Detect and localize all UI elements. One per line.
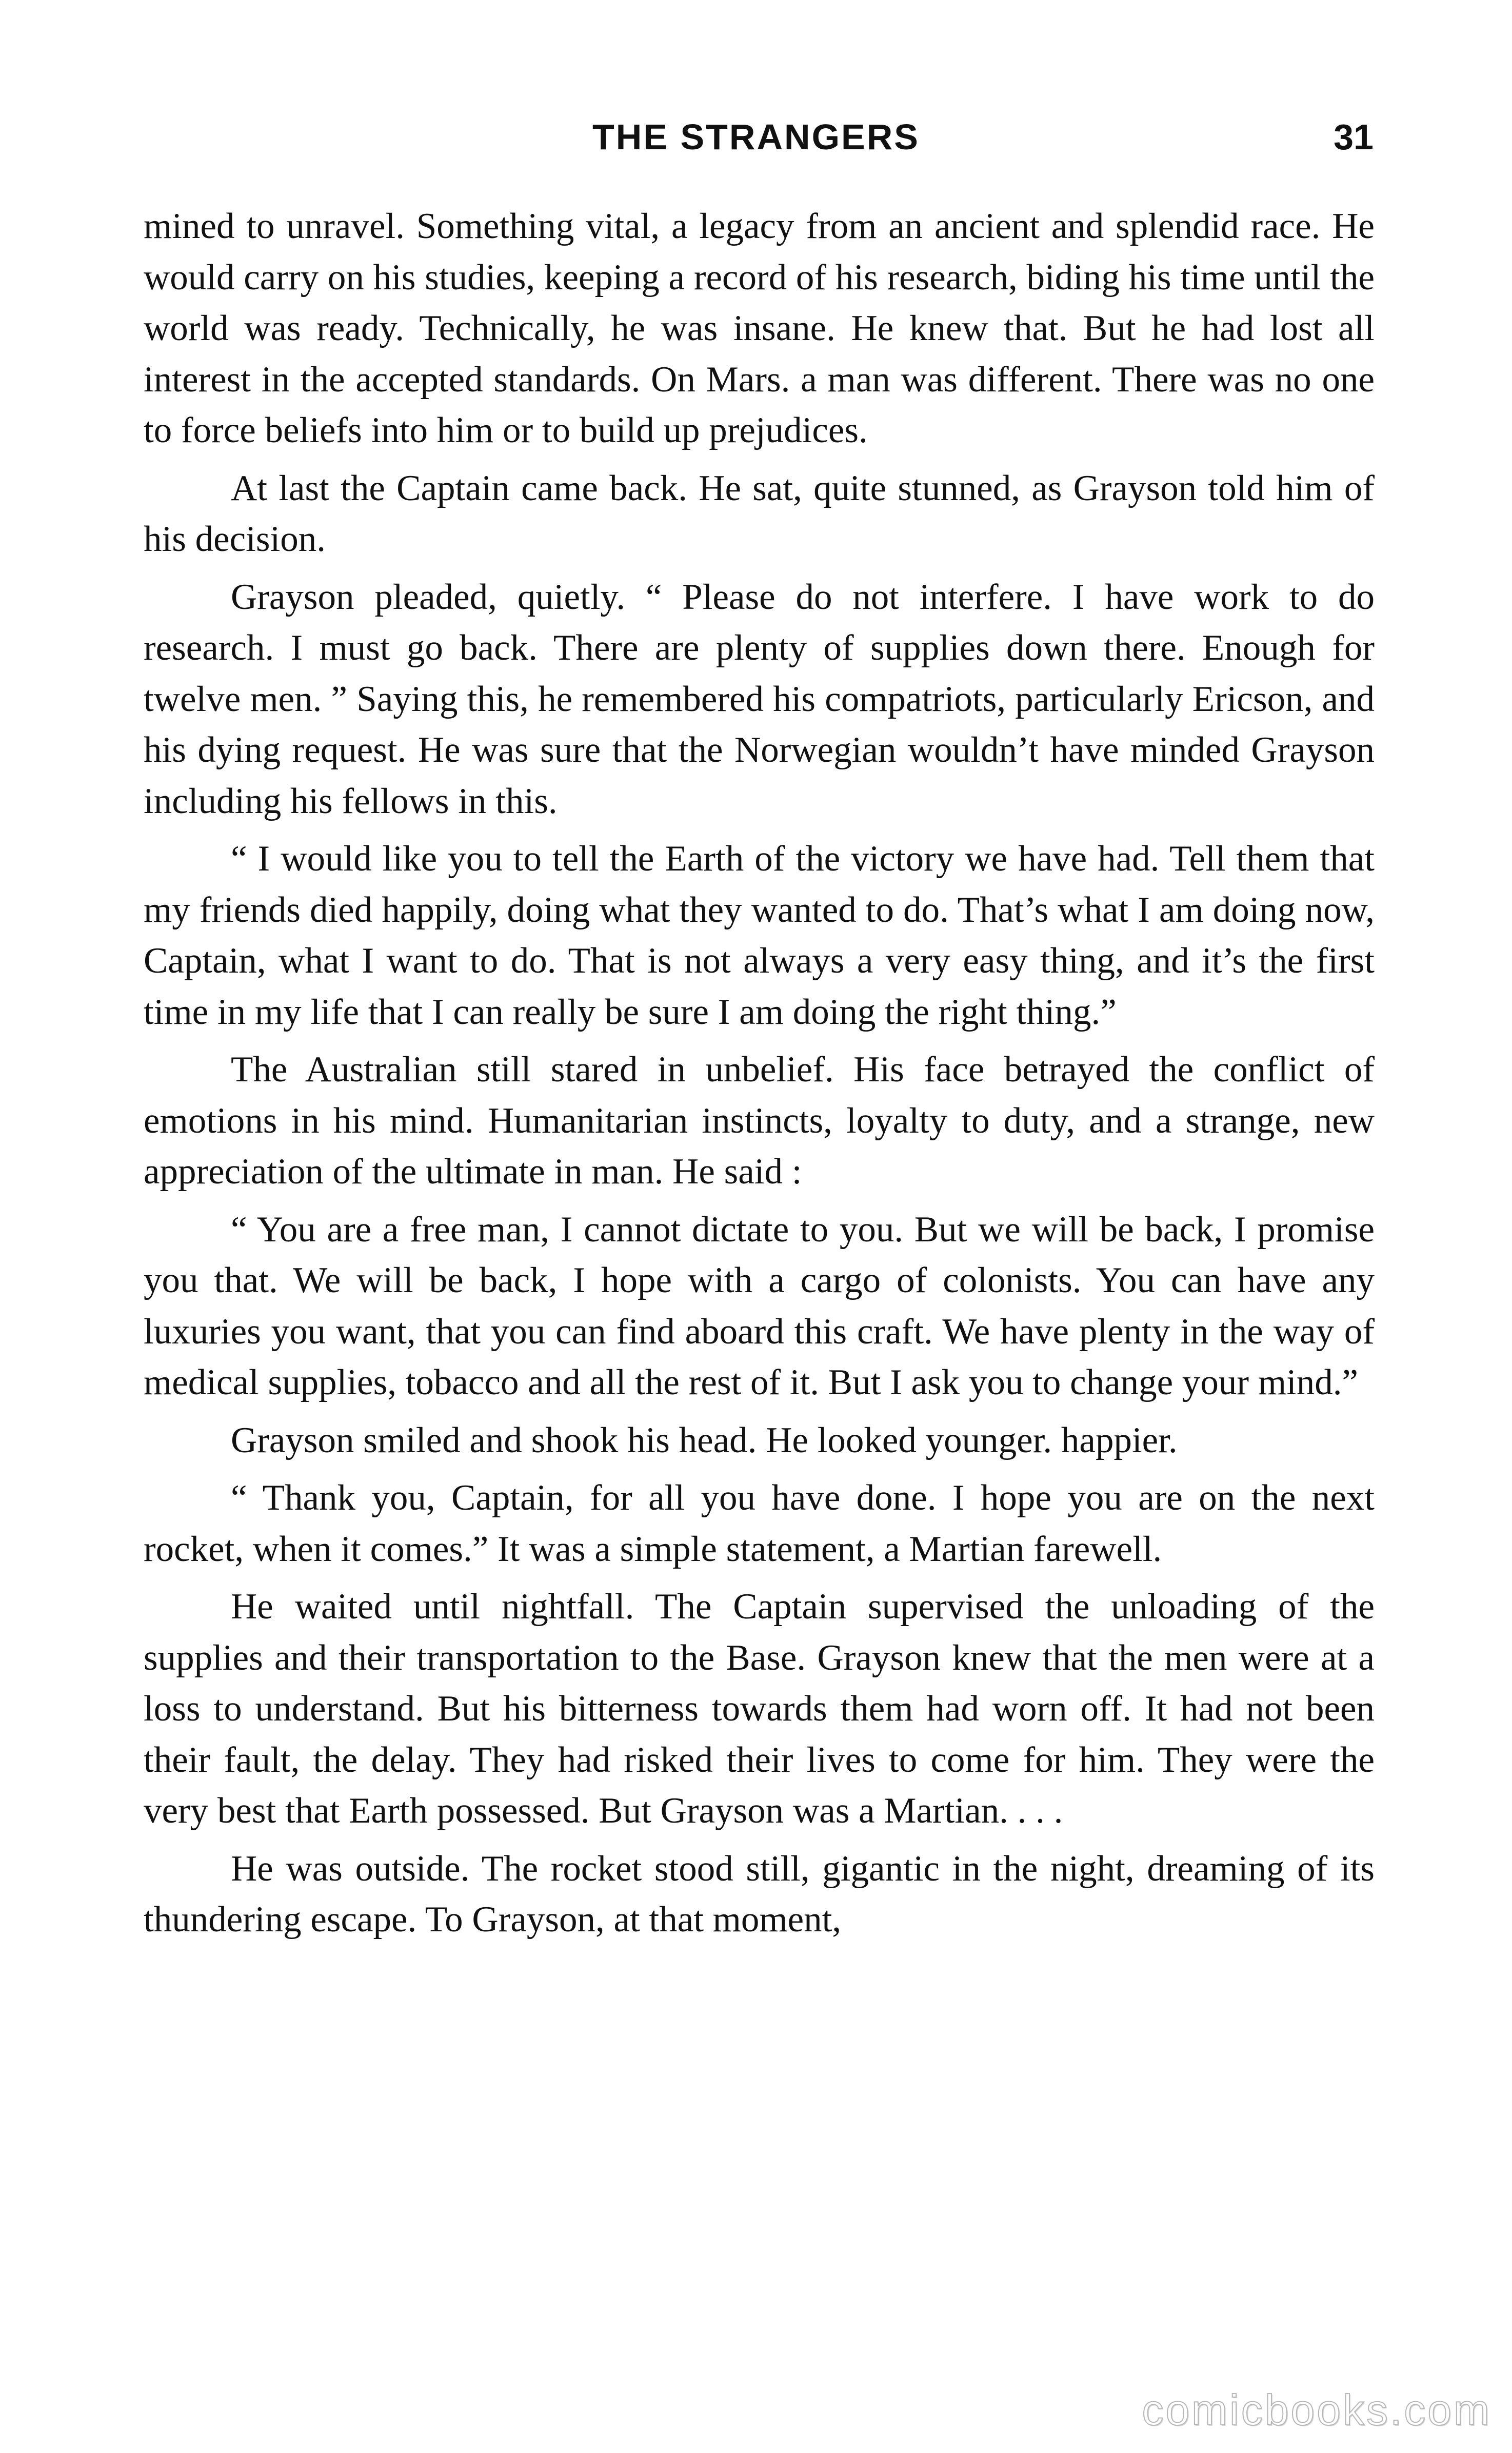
paragraph: At last the Captain came back. He sat, quite stunned, as Grayson told him of his decision. [144,468,1375,559]
running-title: THE STRANGERS [592,117,920,157]
paragraph: “ You are a free man, I cannot dictate to you. But we will be back, I promise you that. We will be back, I hope with a cargo of colonists. You can have any luxuries you want, that you can find aboard this craft. We have plenty in the way of medical supplies, tobacco and all the rest of it. But I ask you to change your mind.” [144,1209,1375,1402]
paragraph: “ I would like you to tell the Earth of the victory we have had. Tell them that my friends died happily, doing what they wanted to do. That’s what I am doing now, Captain, what I want to do. That is not always a very easy thing, and it’s the first time in my life that I can really be sure I am doing the right thing.” [144,839,1375,1032]
paragraph: mined to unravel. Something vital, a legacy from an ancient and splendid race. He would carry on his studies, keeping a record of his research, biding his time until the world was ready. Technically, he was insane. He knew that. But he had lost all interest in the accepted standards. On Mars. a man was different. There was no one to force beliefs into him or to build up prejudices. [144,206,1375,450]
paragraph: “ Thank you, Captain, for all you have done. I hope you are on the next rocket, when it comes.” It was a simple statement, a Martian farewell. [144,1478,1375,1569]
page-header [0,109,1512,165]
paragraph: Grayson pleaded, quietly. “ Please do not interfere. I have work to do research. I must go back. There are plenty of supplies down there. Enough for twelve men. ” Saying this, he remembered his compatriots, particularly Ericson, and his dying request. He was sure that the Norwegian wouldn’t have minded Grayson including his fellows in this. [144,577,1375,821]
watermark: comicbooks.com [1142,2386,1491,2434]
paragraph: He was outside. The rocket stood still, gigantic in the night, dreaming of its thundering escape. To Grayson, at that moment, [144,1848,1375,1940]
paragraph: Grayson smiled and shook his head. He looked younger. happier. [231,1420,1178,1460]
body-text [144,201,1375,1952]
paragraph: The Australian still stared in unbelief. His face betrayed the conflict of emotions in his mind. Humanitarian instincts, loyalty to duty, and a strange, new appreciation of the ultimate in man. He said : [144,1050,1375,1192]
page-number: 31 [1334,117,1374,157]
paragraph: He waited until nightfall. The Captain supervised the unloading of the supplies and their transportation to the Base. Grayson knew that the men were at a loss to understand. But his bitterness towards them had worn off. It had not been their fault, the delay. They had risked their lives to come for him. They were the very best that Earth possessed. But Grayson was a Martian. . . . [144,1587,1375,1831]
